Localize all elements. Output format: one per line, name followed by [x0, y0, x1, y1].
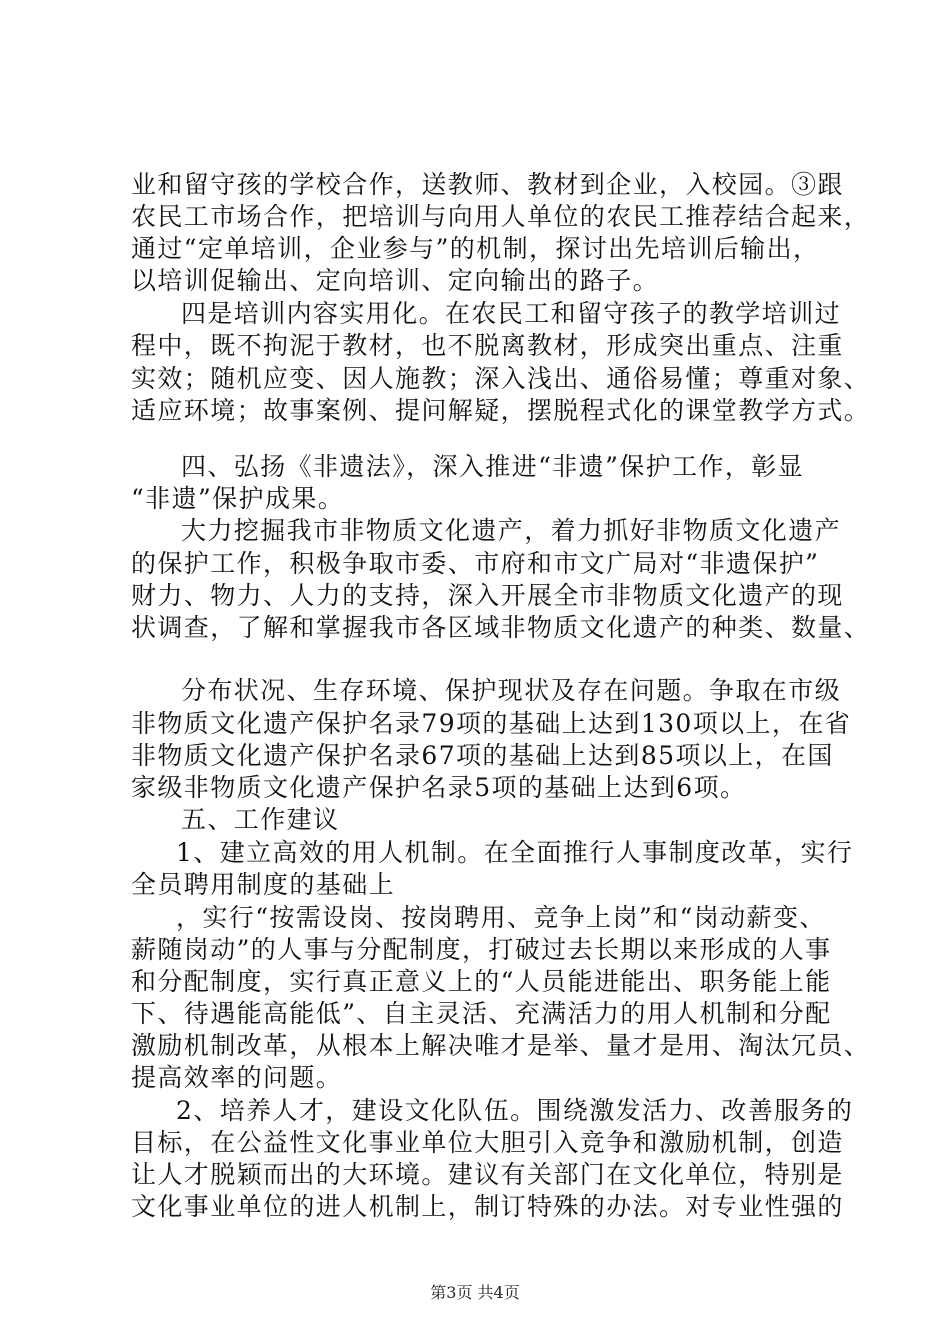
paragraph-line: 以培训促输出、定向培训、定向输出的路子。	[131, 266, 660, 295]
paragraph-line: 非物质文化遗产保护名录79项的基础上达到130项以上，在省	[131, 709, 852, 738]
page-number-footer: 第3页 共4页	[430, 1283, 520, 1302]
paragraph-line: 状调查，了解和掌握我市各区域非物质文化遗产的种类、数量、	[131, 613, 871, 642]
paragraph-line: 1、建立高效的用人机制。在全面推行人事制度改革，实行	[176, 838, 854, 867]
paragraph-line: 和分配制度，实行真正意义上的“人员能进能出、职务能上能	[131, 967, 832, 996]
paragraph-line: 激励机制改革，从根本上解决唯才是举、量才是用、淘汰冗员、	[131, 1031, 871, 1060]
paragraph-line: ，实行“按需设岗、按岗聘用、竞争上岗”和“岗动薪变、	[176, 903, 826, 932]
paragraph-line: 目标，在公益性文化事业单位大胆引入竞争和激励机制，创造	[131, 1128, 844, 1157]
paragraph-line: 非物质文化遗产保护名录67项的基础上达到85项以上，在国	[131, 741, 834, 770]
paragraph-line: 下、待遇能高能低”、自主灵活、充满活力的用人机制和分配	[131, 999, 832, 1028]
paragraph-line: 2、培养人才，建设文化队伍。围绕激发活力、改善服务的	[176, 1096, 854, 1125]
paragraph-line: 的保护工作，积极争取市委、市府和市文广局对“非遗保护”	[131, 549, 820, 578]
paragraph-line: 实效；随机应变、因人施教；深入浅出、通俗易懂；尊重对象、	[131, 364, 871, 393]
paragraph-line: 财力、物力、人力的支持，深入开展全市非物质文化遗产的现	[131, 581, 844, 610]
paragraph-line: 全员聘用制度的基础上	[131, 870, 396, 899]
paragraph-line: 四是培训内容实用化。在农民工和留守孩子的教学培训过	[181, 299, 842, 328]
paragraph-line: 提高效率的问题。	[131, 1063, 343, 1092]
section-heading-line: 五、工作建议	[181, 805, 340, 834]
paragraph-line: 大力挖掘我市非物质文化遗产，着力抓好非物质文化遗产	[181, 516, 842, 545]
paragraph-line: 业和留守孩的学校合作，送教师、教材到企业，入校园。③跟	[131, 170, 844, 199]
section-heading-line: “非遗”保护成果。	[131, 484, 345, 513]
paragraph-line: 家级非物质文化遗产保护名录5项的基础上达到6项。	[131, 773, 747, 802]
paragraph-line: 文化事业单位的进人机制上，制订特殊的办法。对专业性强的	[131, 1192, 844, 1221]
paragraph-line: 分布状况、生存环境、保护现状及存在问题。争取在市级	[181, 676, 842, 705]
paragraph-line: 适应环境；故事案例、提问解疑，摆脱程式化的课堂教学方式。	[131, 396, 871, 425]
paragraph-line: 农民工市场合作，把培训与向用人单位的农民工推荐结合起来，	[131, 202, 871, 231]
paragraph-line: 薪随岗动”的人事与分配制度，打破过去长期以来形成的人事	[131, 935, 832, 964]
paragraph-line: 让人才脱颖而出的大环境。建议有关部门在文化单位，特别是	[131, 1160, 844, 1189]
paragraph-line: 程中，既不拘泥于教材，也不脱离教材，形成突出重点、注重	[131, 331, 844, 360]
section-heading-line: 四、弘扬《非遗法》，深入推进“非遗”保护工作，彰显	[181, 452, 805, 481]
paragraph-line: 通过“定单培训，企业参与”的机制，探讨出先培训后输出，	[131, 234, 820, 263]
